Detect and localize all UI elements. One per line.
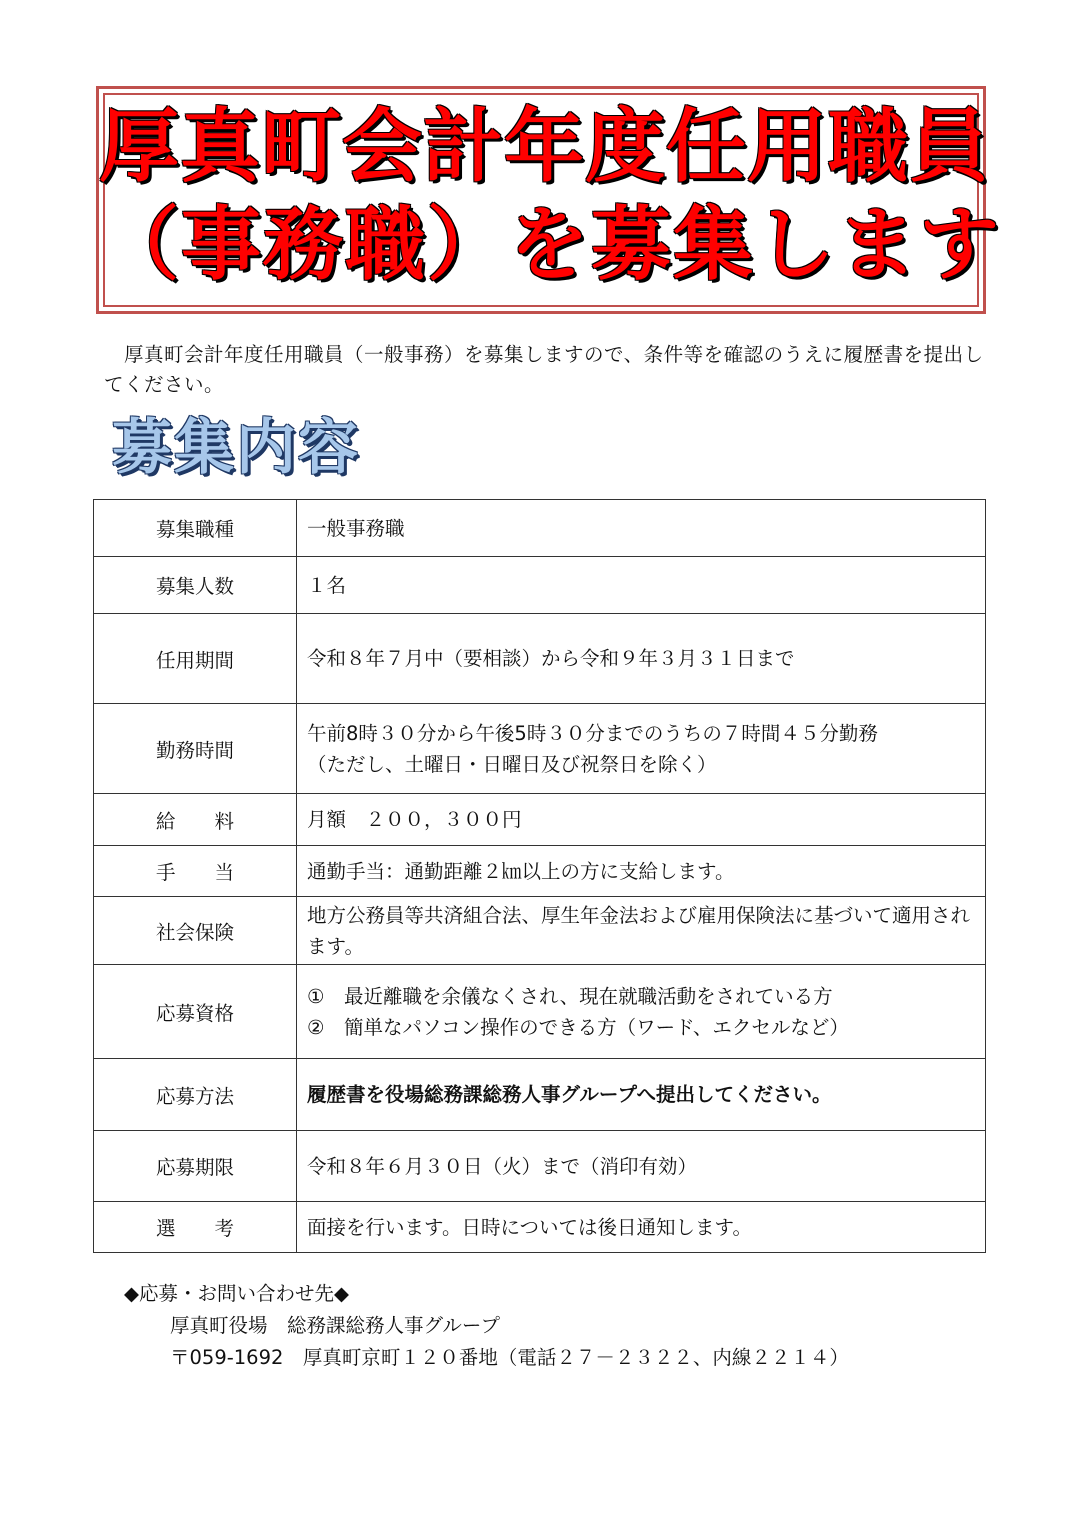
table-row (94, 1059, 986, 1131)
table-row (94, 557, 986, 614)
row-label: 勤務時間 (94, 704, 297, 794)
qualification-item: ① 最近離職を余儀なくされ、現在就職活動をされている方 (307, 984, 833, 1008)
row-label: 選 考 (94, 1202, 297, 1253)
table-row (94, 846, 986, 897)
work-hours-line: 午前8時３０分から午後5時３０分までのうちの７時間４５分勤務 (307, 721, 878, 745)
row-label: 給 料 (94, 794, 297, 846)
row-label: 社会保険 (94, 897, 297, 965)
row-value: 履歴書を役場総務課総務人事グループへ提出してください。 (297, 1059, 986, 1131)
work-hours-note: （ただし、土曜日・日曜日及び祝祭日を除く） (307, 752, 717, 776)
row-label: 応募期限 (94, 1131, 297, 1202)
row-value: 月額 ２００，３００円 (297, 794, 986, 846)
contact-address: 〒059-1692 厚真町京町１２０番地（電話２７－２３２２、内線２２１４） (170, 1346, 849, 1369)
row-value: １名 (297, 557, 986, 614)
row-label: 手 当 (94, 846, 297, 897)
table-row (94, 614, 986, 704)
table-row (94, 1202, 986, 1253)
table-row (94, 794, 986, 846)
row-value: 令和８年７月中（要相談）から令和９年３月３１日まで (297, 614, 986, 704)
contact-block (124, 1278, 849, 1374)
row-value: 面接を行います。日時については後日通知します。 (297, 1202, 986, 1253)
row-label: 募集職種 (94, 500, 297, 557)
contact-heading: ◆応募・お問い合わせ先◆ (124, 1282, 349, 1305)
row-value: 令和８年６月３０日（火）まで（消印有効） (297, 1131, 986, 1202)
table-row (94, 897, 986, 965)
table-row (94, 965, 986, 1059)
row-label: 応募資格 (94, 965, 297, 1059)
row-value: 一般事務職 (297, 500, 986, 557)
row-value (297, 704, 986, 794)
row-label: 募集人数 (94, 557, 297, 614)
row-value: 通勤手当：通勤距離２㎞以上の方に支給します。 (297, 846, 986, 897)
recruitment-table (93, 499, 986, 1253)
qualification-item: ② 簡単なパソコン操作のできる方（ワード、エクセルなど） (307, 1015, 849, 1039)
row-label: 任用期間 (94, 614, 297, 704)
contact-office: 厚真町役場 総務課総務人事グループ (170, 1314, 500, 1337)
table-row (94, 1131, 986, 1202)
row-value: 地方公務員等共済組合法、厚生年金法および雇用保険法に基づいて適用されます。 (297, 897, 986, 965)
table-row (94, 704, 986, 794)
banner-title-line2: （事務職）を募集します (99, 198, 1001, 291)
row-value (297, 965, 986, 1059)
row-label: 応募方法 (94, 1059, 297, 1131)
title-banner (96, 86, 1001, 314)
table-row (94, 500, 986, 557)
section-heading: 募集内容 (112, 413, 360, 483)
intro-paragraph: 厚真町会計年度任用職員（一般事務）を募集しますので、条件等を確認のうえに履歴書を提出してください。 (104, 343, 984, 396)
banner-title-line1: 厚真町会計年度任用職員 (99, 100, 990, 193)
